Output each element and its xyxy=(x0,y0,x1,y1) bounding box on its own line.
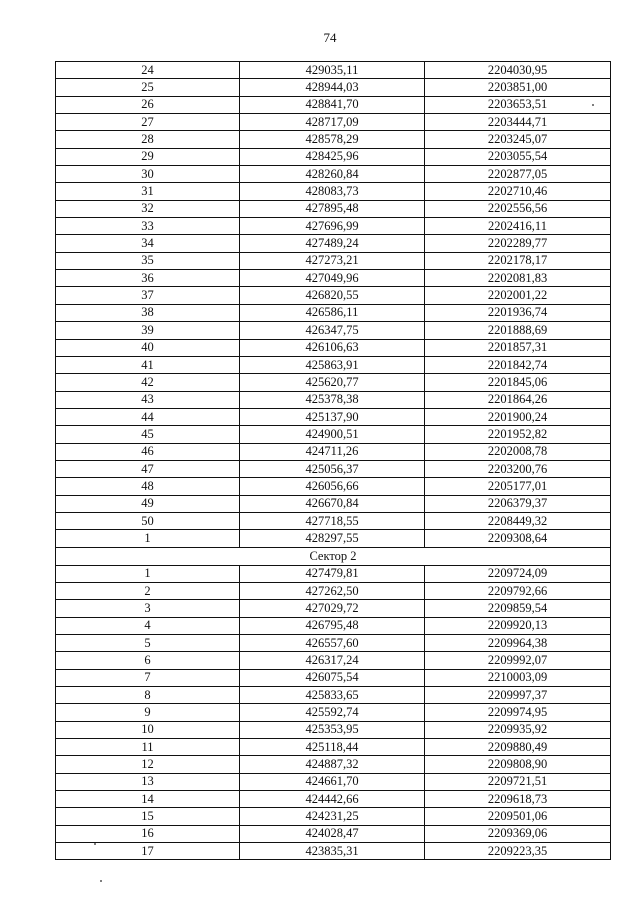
table-row xyxy=(56,565,611,582)
point-number-cell: 35 xyxy=(56,252,240,269)
table-row xyxy=(56,391,611,408)
table-row xyxy=(56,374,611,391)
table-row xyxy=(56,148,611,165)
x-coordinate-cell: 423835,31 xyxy=(240,843,425,860)
point-number-cell: 7 xyxy=(56,669,240,686)
y-coordinate-cell: 2202877,05 xyxy=(425,166,611,183)
y-coordinate-cell: 2209618,73 xyxy=(425,791,611,808)
y-coordinate-cell: 2202008,78 xyxy=(425,443,611,460)
x-coordinate-cell: 429035,11 xyxy=(240,62,425,79)
x-coordinate-cell: 428841,70 xyxy=(240,96,425,113)
x-coordinate-cell: 426075,54 xyxy=(240,669,425,686)
table-row xyxy=(56,270,611,287)
x-coordinate-cell: 425592,74 xyxy=(240,704,425,721)
y-coordinate-cell: 2209992,07 xyxy=(425,652,611,669)
table-row xyxy=(56,460,611,477)
y-coordinate-cell: 2203200,76 xyxy=(425,460,611,477)
y-coordinate-cell: 2204030,95 xyxy=(425,62,611,79)
y-coordinate-cell: 2209935,92 xyxy=(425,721,611,738)
y-coordinate-cell: 2202001,22 xyxy=(425,287,611,304)
x-coordinate-cell: 425353,95 xyxy=(240,721,425,738)
point-number-cell: 45 xyxy=(56,426,240,443)
y-coordinate-cell: 2202081,83 xyxy=(425,270,611,287)
table-row xyxy=(56,808,611,825)
point-number-cell: 44 xyxy=(56,408,240,425)
table-row xyxy=(56,339,611,356)
x-coordinate-cell: 427489,24 xyxy=(240,235,425,252)
y-coordinate-cell: 2209997,37 xyxy=(425,687,611,704)
x-coordinate-cell: 428578,29 xyxy=(240,131,425,148)
point-number-cell: 34 xyxy=(56,235,240,252)
y-coordinate-cell: 2202178,17 xyxy=(425,252,611,269)
x-coordinate-cell: 427029,72 xyxy=(240,600,425,617)
table-row xyxy=(56,131,611,148)
table-row xyxy=(56,635,611,652)
x-coordinate-cell: 425118,44 xyxy=(240,739,425,756)
table-row xyxy=(56,166,611,183)
sector-heading: Сектор 2 xyxy=(56,547,611,565)
table-row xyxy=(56,287,611,304)
y-coordinate-cell: 2209369,06 xyxy=(425,825,611,842)
table-row xyxy=(56,304,611,321)
x-coordinate-cell: 424661,70 xyxy=(240,773,425,790)
point-number-cell: 12 xyxy=(56,756,240,773)
y-coordinate-cell: 2209792,66 xyxy=(425,582,611,599)
y-coordinate-cell: 2203444,71 xyxy=(425,114,611,131)
table-row xyxy=(56,62,611,79)
x-coordinate-cell: 426347,75 xyxy=(240,322,425,339)
x-coordinate-cell: 428260,84 xyxy=(240,166,425,183)
point-number-cell: 1 xyxy=(56,530,240,547)
x-coordinate-cell: 427049,96 xyxy=(240,270,425,287)
x-coordinate-cell: 427895,48 xyxy=(240,200,425,217)
x-coordinate-cell: 428425,96 xyxy=(240,148,425,165)
point-number-cell: 9 xyxy=(56,704,240,721)
table-row xyxy=(56,773,611,790)
x-coordinate-cell: 424028,47 xyxy=(240,825,425,842)
table-row xyxy=(56,582,611,599)
point-number-cell: 11 xyxy=(56,739,240,756)
x-coordinate-cell: 424711,26 xyxy=(240,443,425,460)
point-number-cell: 27 xyxy=(56,114,240,131)
x-coordinate-cell: 428083,73 xyxy=(240,183,425,200)
sector-heading-row xyxy=(56,547,611,565)
point-number-cell: 26 xyxy=(56,96,240,113)
y-coordinate-cell: 2201845,06 xyxy=(425,374,611,391)
y-coordinate-cell: 2202710,46 xyxy=(425,183,611,200)
y-coordinate-cell: 2201936,74 xyxy=(425,304,611,321)
y-coordinate-cell: 2203245,07 xyxy=(425,131,611,148)
table-row xyxy=(56,478,611,495)
table-row xyxy=(56,530,611,547)
x-coordinate-cell: 424231,25 xyxy=(240,808,425,825)
table-row xyxy=(56,495,611,512)
y-coordinate-cell: 2209974,95 xyxy=(425,704,611,721)
table-row xyxy=(56,252,611,269)
scan-speck xyxy=(592,104,594,106)
coordinates-table-body xyxy=(56,62,611,860)
y-coordinate-cell: 2203851,00 xyxy=(425,79,611,96)
y-coordinate-cell: 2201842,74 xyxy=(425,356,611,373)
table-row xyxy=(56,843,611,860)
table-row xyxy=(56,825,611,842)
point-number-cell: 36 xyxy=(56,270,240,287)
x-coordinate-cell: 427718,55 xyxy=(240,512,425,529)
point-number-cell: 38 xyxy=(56,304,240,321)
table-row xyxy=(56,114,611,131)
point-number-cell: 3 xyxy=(56,600,240,617)
x-coordinate-cell: 427696,99 xyxy=(240,218,425,235)
point-number-cell: 50 xyxy=(56,512,240,529)
table-row xyxy=(56,79,611,96)
x-coordinate-cell: 426820,55 xyxy=(240,287,425,304)
point-number-cell: 13 xyxy=(56,773,240,790)
point-number-cell: 25 xyxy=(56,79,240,96)
point-number-cell: 5 xyxy=(56,635,240,652)
table-row xyxy=(56,443,611,460)
y-coordinate-cell: 2209964,38 xyxy=(425,635,611,652)
table-row xyxy=(56,426,611,443)
x-coordinate-cell: 424887,32 xyxy=(240,756,425,773)
point-number-cell: 2 xyxy=(56,582,240,599)
table-row xyxy=(56,322,611,339)
x-coordinate-cell: 426586,11 xyxy=(240,304,425,321)
table-row xyxy=(56,756,611,773)
table-row xyxy=(56,356,611,373)
point-number-cell: 8 xyxy=(56,687,240,704)
scan-speck xyxy=(94,843,96,845)
table-row xyxy=(56,200,611,217)
y-coordinate-cell: 2209721,51 xyxy=(425,773,611,790)
point-number-cell: 14 xyxy=(56,791,240,808)
y-coordinate-cell: 2206379,37 xyxy=(425,495,611,512)
point-number-cell: 30 xyxy=(56,166,240,183)
table-row xyxy=(56,408,611,425)
y-coordinate-cell: 2209880,49 xyxy=(425,739,611,756)
y-coordinate-cell: 2203653,51 xyxy=(425,96,611,113)
point-number-cell: 32 xyxy=(56,200,240,217)
point-number-cell: 47 xyxy=(56,460,240,477)
y-coordinate-cell: 2208449,32 xyxy=(425,512,611,529)
point-number-cell: 15 xyxy=(56,808,240,825)
scan-speck xyxy=(100,880,102,882)
table-row xyxy=(56,512,611,529)
y-coordinate-cell: 2201864,26 xyxy=(425,391,611,408)
y-coordinate-cell: 2209501,06 xyxy=(425,808,611,825)
table-row xyxy=(56,669,611,686)
table-row xyxy=(56,739,611,756)
y-coordinate-cell: 2209223,35 xyxy=(425,843,611,860)
x-coordinate-cell: 426557,60 xyxy=(240,635,425,652)
point-number-cell: 42 xyxy=(56,374,240,391)
page-number: 74 xyxy=(323,30,337,45)
point-number-cell: 6 xyxy=(56,652,240,669)
x-coordinate-cell: 426056,66 xyxy=(240,478,425,495)
x-coordinate-cell: 426317,24 xyxy=(240,652,425,669)
y-coordinate-cell: 2205177,01 xyxy=(425,478,611,495)
y-coordinate-cell: 2210003,09 xyxy=(425,669,611,686)
table-row xyxy=(56,721,611,738)
y-coordinate-cell: 2209808,90 xyxy=(425,756,611,773)
y-coordinate-cell: 2209859,54 xyxy=(425,600,611,617)
point-number-cell: 10 xyxy=(56,721,240,738)
x-coordinate-cell: 427479,81 xyxy=(240,565,425,582)
y-coordinate-cell: 2201900,24 xyxy=(425,408,611,425)
y-coordinate-cell: 2201888,69 xyxy=(425,322,611,339)
x-coordinate-cell: 424442,66 xyxy=(240,791,425,808)
x-coordinate-cell: 426795,48 xyxy=(240,617,425,634)
x-coordinate-cell: 425137,90 xyxy=(240,408,425,425)
table-row xyxy=(56,652,611,669)
point-number-cell: 31 xyxy=(56,183,240,200)
point-number-cell: 28 xyxy=(56,131,240,148)
table-row xyxy=(56,791,611,808)
table-row xyxy=(56,235,611,252)
x-coordinate-cell: 425833,65 xyxy=(240,687,425,704)
x-coordinate-cell: 427262,50 xyxy=(240,582,425,599)
table-row xyxy=(56,218,611,235)
point-number-cell: 39 xyxy=(56,322,240,339)
table-row xyxy=(56,704,611,721)
x-coordinate-cell: 426106,63 xyxy=(240,339,425,356)
point-number-cell: 33 xyxy=(56,218,240,235)
x-coordinate-cell: 428717,09 xyxy=(240,114,425,131)
table-row xyxy=(56,617,611,634)
table-row xyxy=(56,96,611,113)
table-row xyxy=(56,600,611,617)
y-coordinate-cell: 2202556,56 xyxy=(425,200,611,217)
coordinates-table xyxy=(55,61,611,860)
y-coordinate-cell: 2201857,31 xyxy=(425,339,611,356)
point-number-cell: 37 xyxy=(56,287,240,304)
point-number-cell: 40 xyxy=(56,339,240,356)
point-number-cell: 17 xyxy=(56,843,240,860)
point-number-cell: 4 xyxy=(56,617,240,634)
x-coordinate-cell: 425620,77 xyxy=(240,374,425,391)
point-number-cell: 43 xyxy=(56,391,240,408)
x-coordinate-cell: 425863,91 xyxy=(240,356,425,373)
point-number-cell: 41 xyxy=(56,356,240,373)
y-coordinate-cell: 2203055,54 xyxy=(425,148,611,165)
point-number-cell: 1 xyxy=(56,565,240,582)
x-coordinate-cell: 428297,55 xyxy=(240,530,425,547)
y-coordinate-cell: 2202289,77 xyxy=(425,235,611,252)
y-coordinate-cell: 2209920,13 xyxy=(425,617,611,634)
table-row xyxy=(56,183,611,200)
table-row xyxy=(56,687,611,704)
x-coordinate-cell: 424900,51 xyxy=(240,426,425,443)
point-number-cell: 24 xyxy=(56,62,240,79)
x-coordinate-cell: 428944,03 xyxy=(240,79,425,96)
y-coordinate-cell: 2209308,64 xyxy=(425,530,611,547)
point-number-cell: 49 xyxy=(56,495,240,512)
point-number-cell: 16 xyxy=(56,825,240,842)
y-coordinate-cell: 2201952,82 xyxy=(425,426,611,443)
x-coordinate-cell: 426670,84 xyxy=(240,495,425,512)
point-number-cell: 46 xyxy=(56,443,240,460)
x-coordinate-cell: 427273,21 xyxy=(240,252,425,269)
y-coordinate-cell: 2202416,11 xyxy=(425,218,611,235)
x-coordinate-cell: 425378,38 xyxy=(240,391,425,408)
y-coordinate-cell: 2209724,09 xyxy=(425,565,611,582)
point-number-cell: 48 xyxy=(56,478,240,495)
point-number-cell: 29 xyxy=(56,148,240,165)
x-coordinate-cell: 425056,37 xyxy=(240,460,425,477)
